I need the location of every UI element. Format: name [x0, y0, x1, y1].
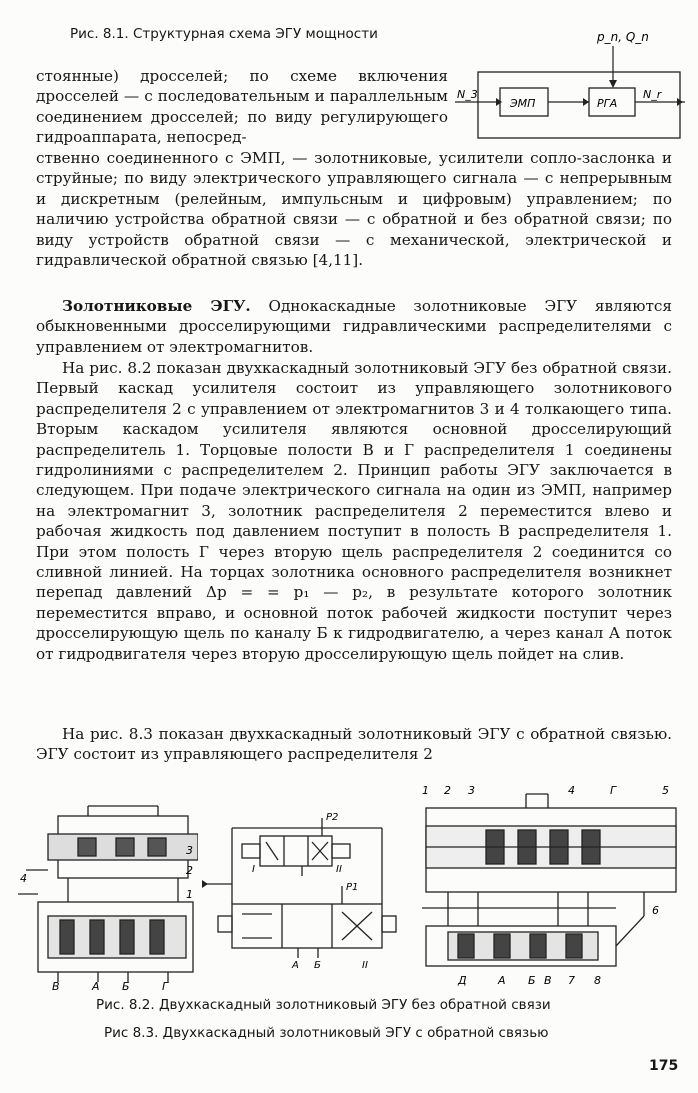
fig83-label-a: А [498, 974, 506, 987]
fig82-label-schematic-II: II [362, 960, 368, 971]
fig83-label-8: 8 [594, 974, 601, 987]
fig83-label-1: 1 [422, 784, 429, 797]
rga-box-label: РГА [597, 97, 618, 110]
fig83-label-5: 5 [662, 784, 669, 797]
figure-8-3-caption: Рис 8.3. Двухкаскадный золотниковый ЭГУ с обратной связью [104, 1025, 549, 1041]
fig82-label-g: Г [162, 980, 169, 990]
figure-8-3-drawing [418, 778, 684, 988]
label-nr: N_r [643, 88, 662, 101]
figure-8-2-schematic [202, 808, 402, 984]
emp-box-label: ЭМП [510, 97, 536, 110]
fig83-label-6: 6 [652, 904, 659, 917]
fig82-label-1: 1 [186, 888, 193, 901]
fig83-label-2: 2 [444, 784, 451, 797]
fig82-label-4: 4 [20, 872, 27, 885]
fig83-label-3: 3 [468, 784, 475, 797]
fig82-label-I: I [252, 864, 255, 875]
fig83-label-g: Г [610, 784, 617, 797]
fig82-label-b: Б [122, 980, 130, 990]
paragraph-2-heading: Золотниковые ЭГУ. [62, 297, 251, 315]
fig83-label-v: В [544, 974, 552, 987]
fig82-label-a: А [92, 980, 100, 990]
fig82-label-v: В [52, 980, 60, 990]
fig82-label-schematic-a: А [292, 960, 299, 971]
fig82-label-2: 2 [186, 864, 193, 877]
paragraph-3: На рис. 8.2 показан двухкаскадный золотниковый ЭГУ без обратной связи. Первый каскад усилителя состоит из управляющего золотникового распределителя 2 с управлением от электромагнитов 3 и 4 толкающего типа. Вторым каскадом усилителя являются основной дросселирующий распределитель 1. Торцовые полости В и Г распределителя 1 соединены гидролиниями с распределителем 2. Принцип работы ЭГУ заключается в следующем. При подаче электрического сигнала на один из ЭМП, например на электромагнит 3, золотник распределителя 2 переместится влево и рабочая жидкость под давлением поступит в полость В распределителя 1. При этом полость Г через вторую щель распределителя 2 соединится со сливной линией. На торцах золотника основного распределителя возникнет перепад давлений Δp = = p₁ — p₂, в результате которого золотник переместится вправо, и основной поток рабочей жидкости поступит через дросселирующую щель по каналу Б к гидродвигателю, а через канал А поток от гидродвигателя через вторую дросселирующую щель пойдет на слив. [36, 359, 672, 663]
figure-8-2-spool-drawing [18, 798, 198, 990]
figure-8-1-caption: Рис. 8.1. Структурная схема ЭГУ мощности [70, 26, 378, 42]
paragraph-1-full: ственно соединенного с ЭМП, — золотниковые, усилители сопло-заслонка и струйные; по виду электрического управляющего сигнала — с непрерывным и дискретным (релейным, импульсным и цифровым) управлением; по наличию устройства обратной связи — с обратной и без обратной связи; по виду устройств обратной связи — с механической, электрической и гидравлической обратной связью [4,11]. [36, 149, 672, 270]
paragraph-4: На рис. 8.3 показан двухкаскадный золотниковый ЭГУ с обратной связью. ЭГУ состоит из управляющего распределителя 2 [36, 725, 672, 764]
fig83-label-4: 4 [568, 784, 575, 797]
label-n3: N_3 [457, 88, 478, 101]
fig83-label-7: 7 [568, 974, 575, 987]
fig83-label-b: Б [528, 974, 536, 987]
fig82-label-schematic-b: Б [314, 960, 321, 971]
figure-8-1-diagram [455, 28, 685, 143]
page-number: 175 [649, 1058, 679, 1074]
paragraph-1-narrow: стоянные) дросселей; по схеме включения дросселей — с последовательным и параллельным соединением дросселей; по виду регулирующего гидроаппарата, непосред- [36, 67, 448, 147]
fig82-label-3: 3 [186, 844, 193, 857]
fig82-label-II: II [336, 864, 342, 875]
fig82-label-p1: P1 [346, 882, 359, 893]
fig82-label-p2: P2 [326, 812, 339, 823]
figure-8-2-caption: Рис. 8.2. Двухкаскадный золотниковый ЭГУ без обратной связи [96, 997, 551, 1013]
label-pn-qn: p_n, Q_n [597, 30, 649, 44]
paragraph-2-body: Однокаскадные золотниковые ЭГУ являются обыкновенными дросселирующими гидравлическими распределителями с управлением от электромагнитов. [36, 297, 672, 356]
fig83-label-d: Д [458, 974, 467, 987]
paragraph-2 [36, 296, 672, 357]
